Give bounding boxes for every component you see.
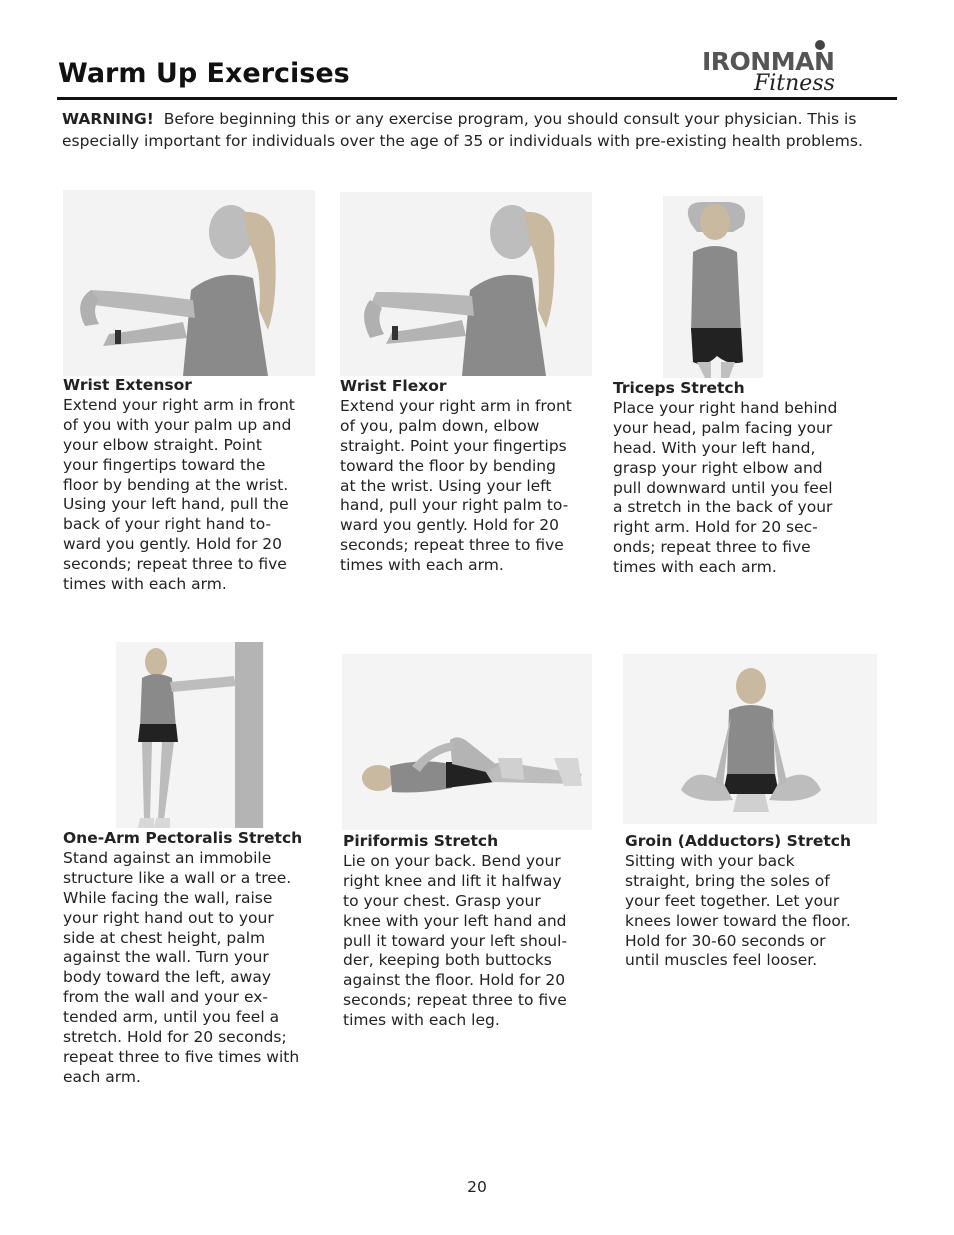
exercise-line: Stand against an immobile (63, 848, 272, 867)
exercise-line: body toward the left, away (63, 968, 272, 987)
exercise-line: seconds; repeat three to five (63, 555, 287, 574)
exercise-line: Using your left hand, pull the (63, 495, 289, 514)
exercise-line: your elbow straight. Point (63, 435, 262, 454)
exercise-line: ward you gently. Hold for 20 (340, 516, 560, 535)
ironman-fitness-logo (700, 38, 860, 94)
exercise-line: straight. Point your fingertips (340, 436, 567, 455)
exercise-line: floor by bending at the wrist. (63, 475, 289, 494)
exercise-line: pull downward until you feel (613, 478, 833, 497)
exercise-line: times with each arm. (63, 575, 227, 594)
exercise-pectoralis-stretch (63, 829, 333, 1088)
exercise-line: your fingertips toward the (63, 455, 266, 474)
exercise-line: back of your right hand to- (63, 515, 272, 534)
exercise-wrist-extensor (63, 376, 325, 595)
exercise-line: seconds; repeat three to five (340, 536, 564, 555)
exercise-line: of you with your palm up and (63, 415, 292, 434)
exercise-line: stretch. Hold for 20 seconds; (63, 1028, 287, 1047)
exercise-heading: One-Arm Pectoralis Stretch (63, 829, 303, 847)
exercise-line: der, keeping both buttocks (343, 951, 552, 970)
exercise-line: from the wall and your ex- (63, 988, 268, 1007)
exercise-line: seconds; repeat three to five (343, 991, 567, 1010)
exercise-line: grasp your right elbow and (613, 458, 823, 477)
exercise-line: onds; repeat three to five (613, 538, 811, 557)
page-title: Warm Up Exercises (58, 58, 350, 89)
exercise-line: times with each arm. (340, 556, 504, 575)
exercise-line: hand, pull your right palm to- (340, 496, 569, 515)
exercise-heading: Piriformis Stretch (343, 832, 499, 850)
exercise-heading: Groin (Adductors) Stretch (625, 832, 852, 850)
exercise-line: repeat three to five times with (63, 1047, 300, 1066)
wrist-flexor-photo (340, 192, 592, 376)
exercise-groin-stretch (625, 832, 887, 971)
exercise-line: Extend your right arm in front (63, 395, 295, 414)
exercise-line: until muscles feel looser. (625, 951, 818, 970)
exercise-line: to your chest. Grasp your (343, 891, 541, 910)
page-number: 20 (467, 1178, 487, 1196)
exercise-line: right arm. Hold for 20 sec- (613, 518, 818, 537)
exercise-line: Sitting with your back (625, 851, 795, 870)
exercise-line: knee with your left hand and (343, 911, 567, 930)
exercise-heading: Wrist Flexor (340, 377, 447, 395)
exercise-wrist-flexor (340, 377, 602, 576)
exercise-line: head. With your left hand, (613, 438, 816, 457)
exercise-line: Hold for 30-60 seconds or (625, 931, 826, 950)
warning-label: WARNING! (62, 110, 154, 128)
exercise-line: your head, palm facing your (613, 418, 833, 437)
exercise-line: your right hand out to your (63, 908, 274, 927)
exercise-line: tended arm, until you feel a (63, 1008, 280, 1027)
exercise-line: toward the floor by bending (340, 456, 556, 475)
exercise-line: of you, palm down, elbow (340, 416, 540, 435)
exercise-piriformis-stretch (343, 832, 605, 1031)
exercise-line: straight, bring the soles of (625, 871, 830, 890)
exercise-line: Place your right hand behind (613, 398, 838, 417)
exercise-line: knees lower toward the floor. (625, 911, 851, 930)
exercise-line: structure like a wall or a tree. (63, 868, 292, 887)
warning-text: Before beginning this or any exercise program, you should consult your physician. This is especially important for individuals over the age of 35 or individuals with pre-existing health problems. (62, 110, 863, 150)
exercise-line: Extend your right arm in front (340, 396, 572, 415)
warning-paragraph (62, 108, 892, 152)
exercise-line: against the wall. Turn your (63, 948, 269, 967)
header-divider (57, 97, 897, 100)
logo-sub-text: Fitness (754, 71, 835, 94)
exercise-line: ward you gently. Hold for 20 (63, 535, 283, 554)
pectoralis-stretch-photo (116, 642, 264, 828)
exercise-line: your feet together. Let your (625, 891, 840, 910)
exercise-heading: Wrist Extensor (63, 376, 192, 394)
piriformis-stretch-photo (342, 654, 592, 830)
triceps-stretch-photo (663, 196, 763, 378)
exercise-line: side at chest height, palm (63, 928, 266, 947)
exercise-line: against the floor. Hold for 20 (343, 971, 566, 990)
wrist-extensor-photo (63, 190, 315, 376)
exercise-line: times with each arm. (613, 558, 777, 577)
exercise-triceps-stretch (613, 379, 875, 578)
exercise-line: times with each leg. (343, 1011, 500, 1030)
logo-brand-text: IRONMAN (702, 47, 835, 76)
exercise-line: While facing the wall, raise (63, 888, 273, 907)
exercise-line: at the wrist. Using your left (340, 476, 552, 495)
exercise-line: pull it toward your left shoul- (343, 931, 568, 950)
exercise-line: Lie on your back. Bend your (343, 851, 561, 870)
exercise-heading: Triceps Stretch (613, 379, 745, 397)
exercise-line: right knee and lift it halfway (343, 871, 562, 890)
exercise-line: each arm. (63, 1067, 141, 1086)
exercise-line: a stretch in the back of your (613, 498, 833, 517)
groin-stretch-photo (623, 654, 877, 824)
